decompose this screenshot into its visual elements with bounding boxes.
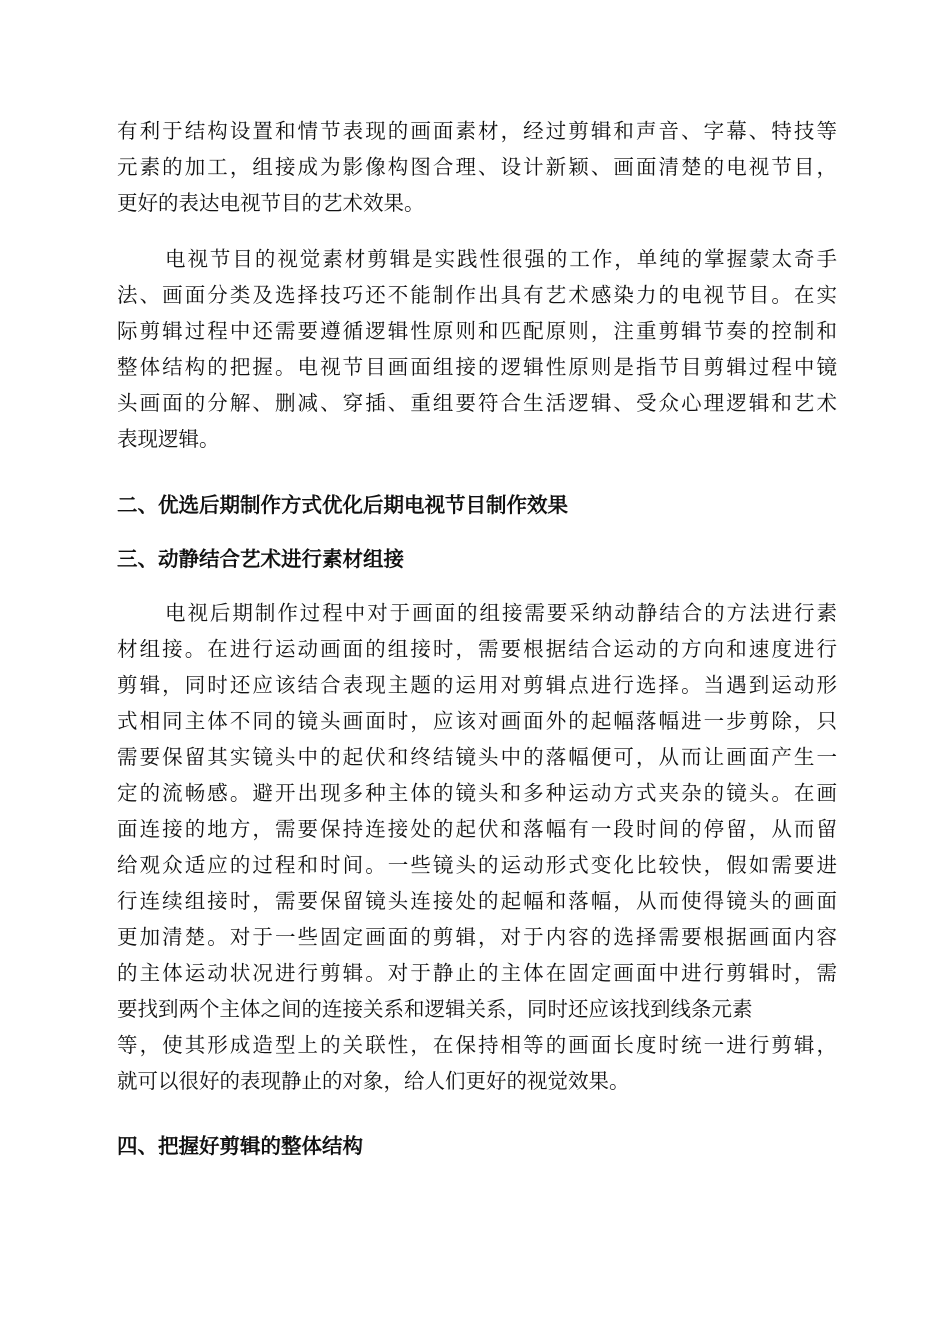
paragraph-1-line-1: 有利于结构设置和情节表现的画面素材，经过剪辑和声音、字幕、特技等 xyxy=(117,119,837,143)
section-heading-4: 四、把握好剪辑的整体结构 xyxy=(117,1134,363,1158)
paragraph-3-line-4: 式相同主体不同的镜头画面时，应该对画面外的起幅落幅进一步剪除，只 xyxy=(117,709,837,733)
paragraph-2-line-1: 电视节目的视觉素材剪辑是实践性很强的工作，单纯的掌握蒙太奇手 xyxy=(165,247,837,271)
paragraph-3-line-6: 定的流畅感。避开出现多种主体的镜头和多种运动方式夹杂的镜头。在画 xyxy=(117,781,837,805)
paragraph-3-line-7: 面连接的地方，需要保持连接处的起伏和落幅有一段时间的停留，从而留 xyxy=(117,817,837,841)
paragraph-3-line-2: 材组接。在进行运动画面的组接时，需要根据结合运动的方向和速度进行 xyxy=(117,637,837,661)
paragraph-3-line-8: 给观众适应的过程和时间。一些镜头的运动形式变化比较快，假如需要进 xyxy=(117,853,837,877)
paragraph-1-line-2: 元素的加工，组接成为影像构图合理、设计新颖、画面清楚的电视节目， xyxy=(117,155,837,179)
section-heading-3: 三、动静结合艺术进行素材组接 xyxy=(117,547,404,571)
paragraph-3-line-11: 的主体运动状况进行剪辑。对于静止的主体在固定画面中进行剪辑时，需 xyxy=(117,961,837,985)
paragraph-3-line-9: 行连续组接时，需要保留镜头连接处的起幅和落幅，从而使得镜头的画面 xyxy=(117,889,837,913)
paragraph-3-line-14: 就可以很好的表现静止的对象，给人们更好的视觉效果。 xyxy=(117,1069,630,1093)
paragraph-2-line-4: 整体结构的把握。电视节目画面组接的逻辑性原则是指节目剪辑过程中镜 xyxy=(117,355,837,379)
paragraph-3-line-1: 电视后期制作过程中对于画面的组接需要采纳动静结合的方法进行素 xyxy=(165,601,837,625)
paragraph-2-line-2: 法、画面分类及选择技巧还不能制作出具有艺术感染力的电视节目。在实 xyxy=(117,283,837,307)
paragraph-1-line-3: 更好的表达电视节目的艺术效果。 xyxy=(117,191,425,215)
paragraph-2-line-6: 表现逻辑。 xyxy=(117,427,220,451)
paragraph-3-line-12: 要找到两个主体之间的连接关系和逻辑关系，同时还应该找到线条元素 xyxy=(117,997,753,1021)
paragraph-3-line-10: 更加清楚。对于一些固定画面的剪辑，对于内容的选择需要根据画面内容 xyxy=(117,925,837,949)
paragraph-2-line-3: 际剪辑过程中还需要遵循逻辑性原则和匹配原则，注重剪辑节奏的控制和 xyxy=(117,319,837,343)
section-heading-2: 二、优选后期制作方式优化后期电视节目制作效果 xyxy=(117,493,568,517)
paragraph-3-line-3: 剪辑，同时还应该结合表现主题的运用对剪辑点进行选择。当遇到运动形 xyxy=(117,673,837,697)
paragraph-3-line-13: 等，使其形成造型上的关联性，在保持相等的画面长度时统一进行剪辑， xyxy=(117,1033,837,1057)
paragraph-3-line-5: 需要保留其实镜头中的起伏和终结镜头中的落幅便可，从而让画面产生一 xyxy=(117,745,837,769)
paragraph-2-line-5: 头画面的分解、删减、穿插、重组要符合生活逻辑、受众心理逻辑和艺术 xyxy=(117,391,837,415)
